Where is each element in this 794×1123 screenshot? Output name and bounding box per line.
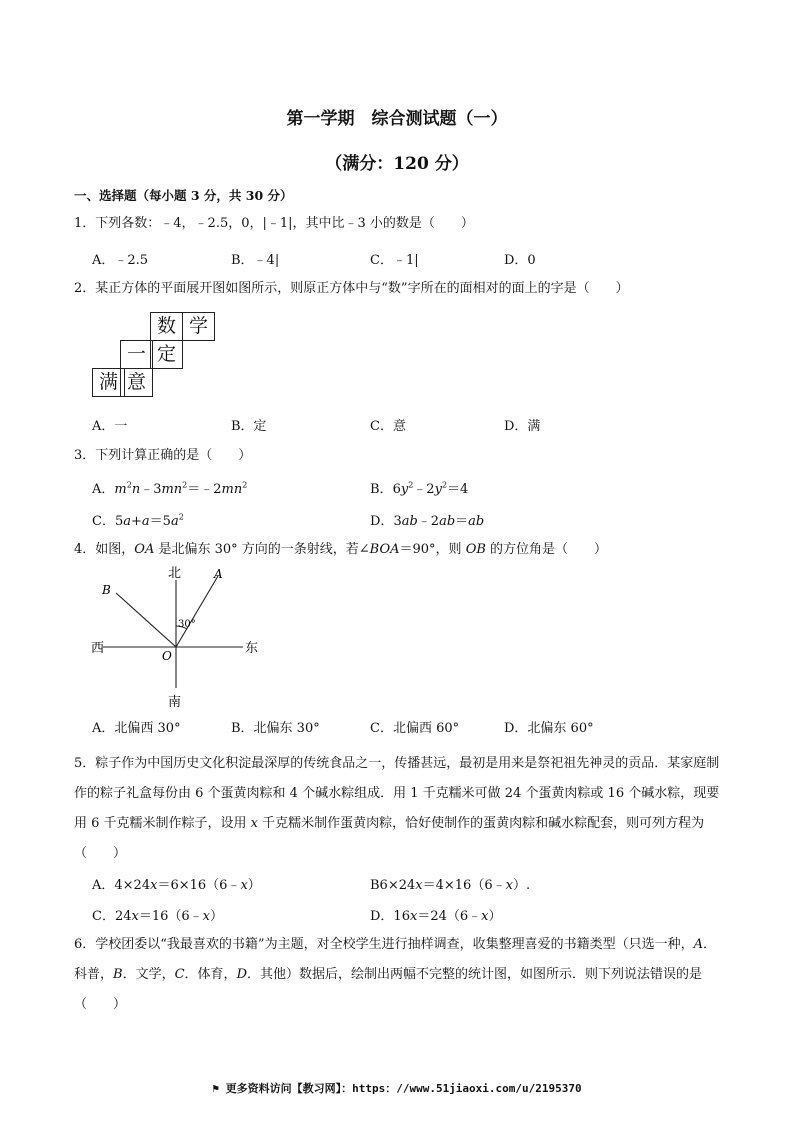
label-origin-o: O: [162, 649, 172, 663]
net-cell-yi: 一: [120, 340, 153, 369]
label-north: 北: [168, 566, 182, 581]
footer-text[interactable]: 更多资料访问【教习网】：https：//www.51jiaoxi.com/u/2195370: [225, 1082, 582, 1095]
q5-option-a: A．4×24x＝6×16（6﹣x）: [92, 878, 261, 893]
net-cell-xue: 学: [182, 312, 215, 341]
q2-option-c: C．意: [370, 419, 406, 434]
q3-option-a: A．$m^2n﹣3mn^2=﹣2mn^2$: [92, 480, 248, 497]
net-cell-ding: 定: [150, 340, 183, 369]
flag-icon: ⚑: [212, 1082, 219, 1095]
q4-option-b: B．北偏东 30°: [231, 721, 320, 736]
q3-option-c: C．$5a+a=5a^2$: [92, 512, 184, 529]
footer-link[interactable]: [0, 1080, 794, 1096]
label-ray-a: A: [214, 567, 223, 581]
q4-option-d: D．北偏东 60°: [504, 721, 594, 736]
q5-stem: 5．粽子作为中国历史文化积淀最深厚的传统食品之一，传播甚远，最初是用来是祭祀祖先神灵的贡品．某家庭制作的粽子礼盒每份由 6 个蛋黄肉粽和 4 个碱水粽组成．用 1 千克糯米可做 24 个蛋黄肉粽或 16 个碱水粽，现要用 6 千克糯米制作粽子，设用 x 千克糯米制作蛋黄肉粽，恰好使制作的蛋黄肉粽和碱水粽配套，则可列方程为（ ）: [74, 756, 720, 861]
q2-stem: 2．某正方体的平面展开图如图所示，则原正方体中与“数”字所在的面相对的面上的字是（ ）: [74, 281, 629, 296]
net-cell-man: 满: [92, 368, 125, 397]
q5-option-b: B6×24x＝4×16（6﹣x）.: [370, 878, 531, 893]
label-ray-b: B: [102, 583, 111, 597]
q4-option-c: C．北偏西 60°: [370, 721, 460, 736]
q1-option-b: B．﹣4|: [231, 253, 280, 268]
label-south: 南: [168, 695, 182, 710]
net-cell-shu: 数: [150, 312, 183, 341]
page-subtitle: （满分：120 分）: [325, 154, 469, 174]
label-east: 东: [245, 641, 259, 656]
q1-option-a: A．﹣2.5: [92, 253, 149, 268]
page-title: 第一学期 综合测试题（一）: [286, 109, 508, 129]
q2-option-d: D．满: [504, 419, 541, 434]
compass-diagram: [88, 560, 268, 710]
q5-option-d: D．16x＝24（6﹣x）: [370, 909, 502, 924]
q4-stem: 4．如图，OA 是北偏东 30° 方向的一条射线，若∠BOA＝90°，则 OB 的方位角是（ ）: [74, 542, 608, 557]
label-west: 西: [91, 641, 105, 656]
q1-option-c: C．﹣1|: [370, 253, 419, 268]
label-angle: 30°: [178, 619, 196, 630]
q2-option-a: A．一: [92, 419, 128, 434]
section-heading: 一、选择题（每小题 3 分，共 30 分）: [74, 188, 293, 203]
net-cell-yi-meaning: 意: [120, 368, 153, 397]
q3-option-b: B．$6y^2﹣2y^2=4$: [370, 480, 469, 497]
q4-option-a: A．北偏西 30°: [92, 721, 181, 736]
q5-option-c: C．24x＝16（6﹣x）: [92, 909, 224, 924]
q3-option-d: D．3ab﹣2ab＝ab: [370, 514, 485, 529]
q1-option-d: D．0: [504, 253, 536, 268]
q2-option-b: B．定: [231, 419, 267, 434]
q3-stem: 3．下列计算正确的是（ ）: [74, 448, 252, 463]
q1-stem: 1．下列各数：﹣4，﹣2.5，0，|﹣1|，其中比﹣3 小的数是（ ）: [74, 216, 474, 231]
q6-stem: 6．学校团委以“我最喜欢的书籍”为主题，对全校学生进行抽样调查，收集整理喜爱的书籍类型（只选一种，A．科普，B．文学，C．体育，D．其他）数据后，绘制出两幅不完整的统计图，如图所示．则下列说法错误的是（ ）: [74, 937, 716, 1012]
